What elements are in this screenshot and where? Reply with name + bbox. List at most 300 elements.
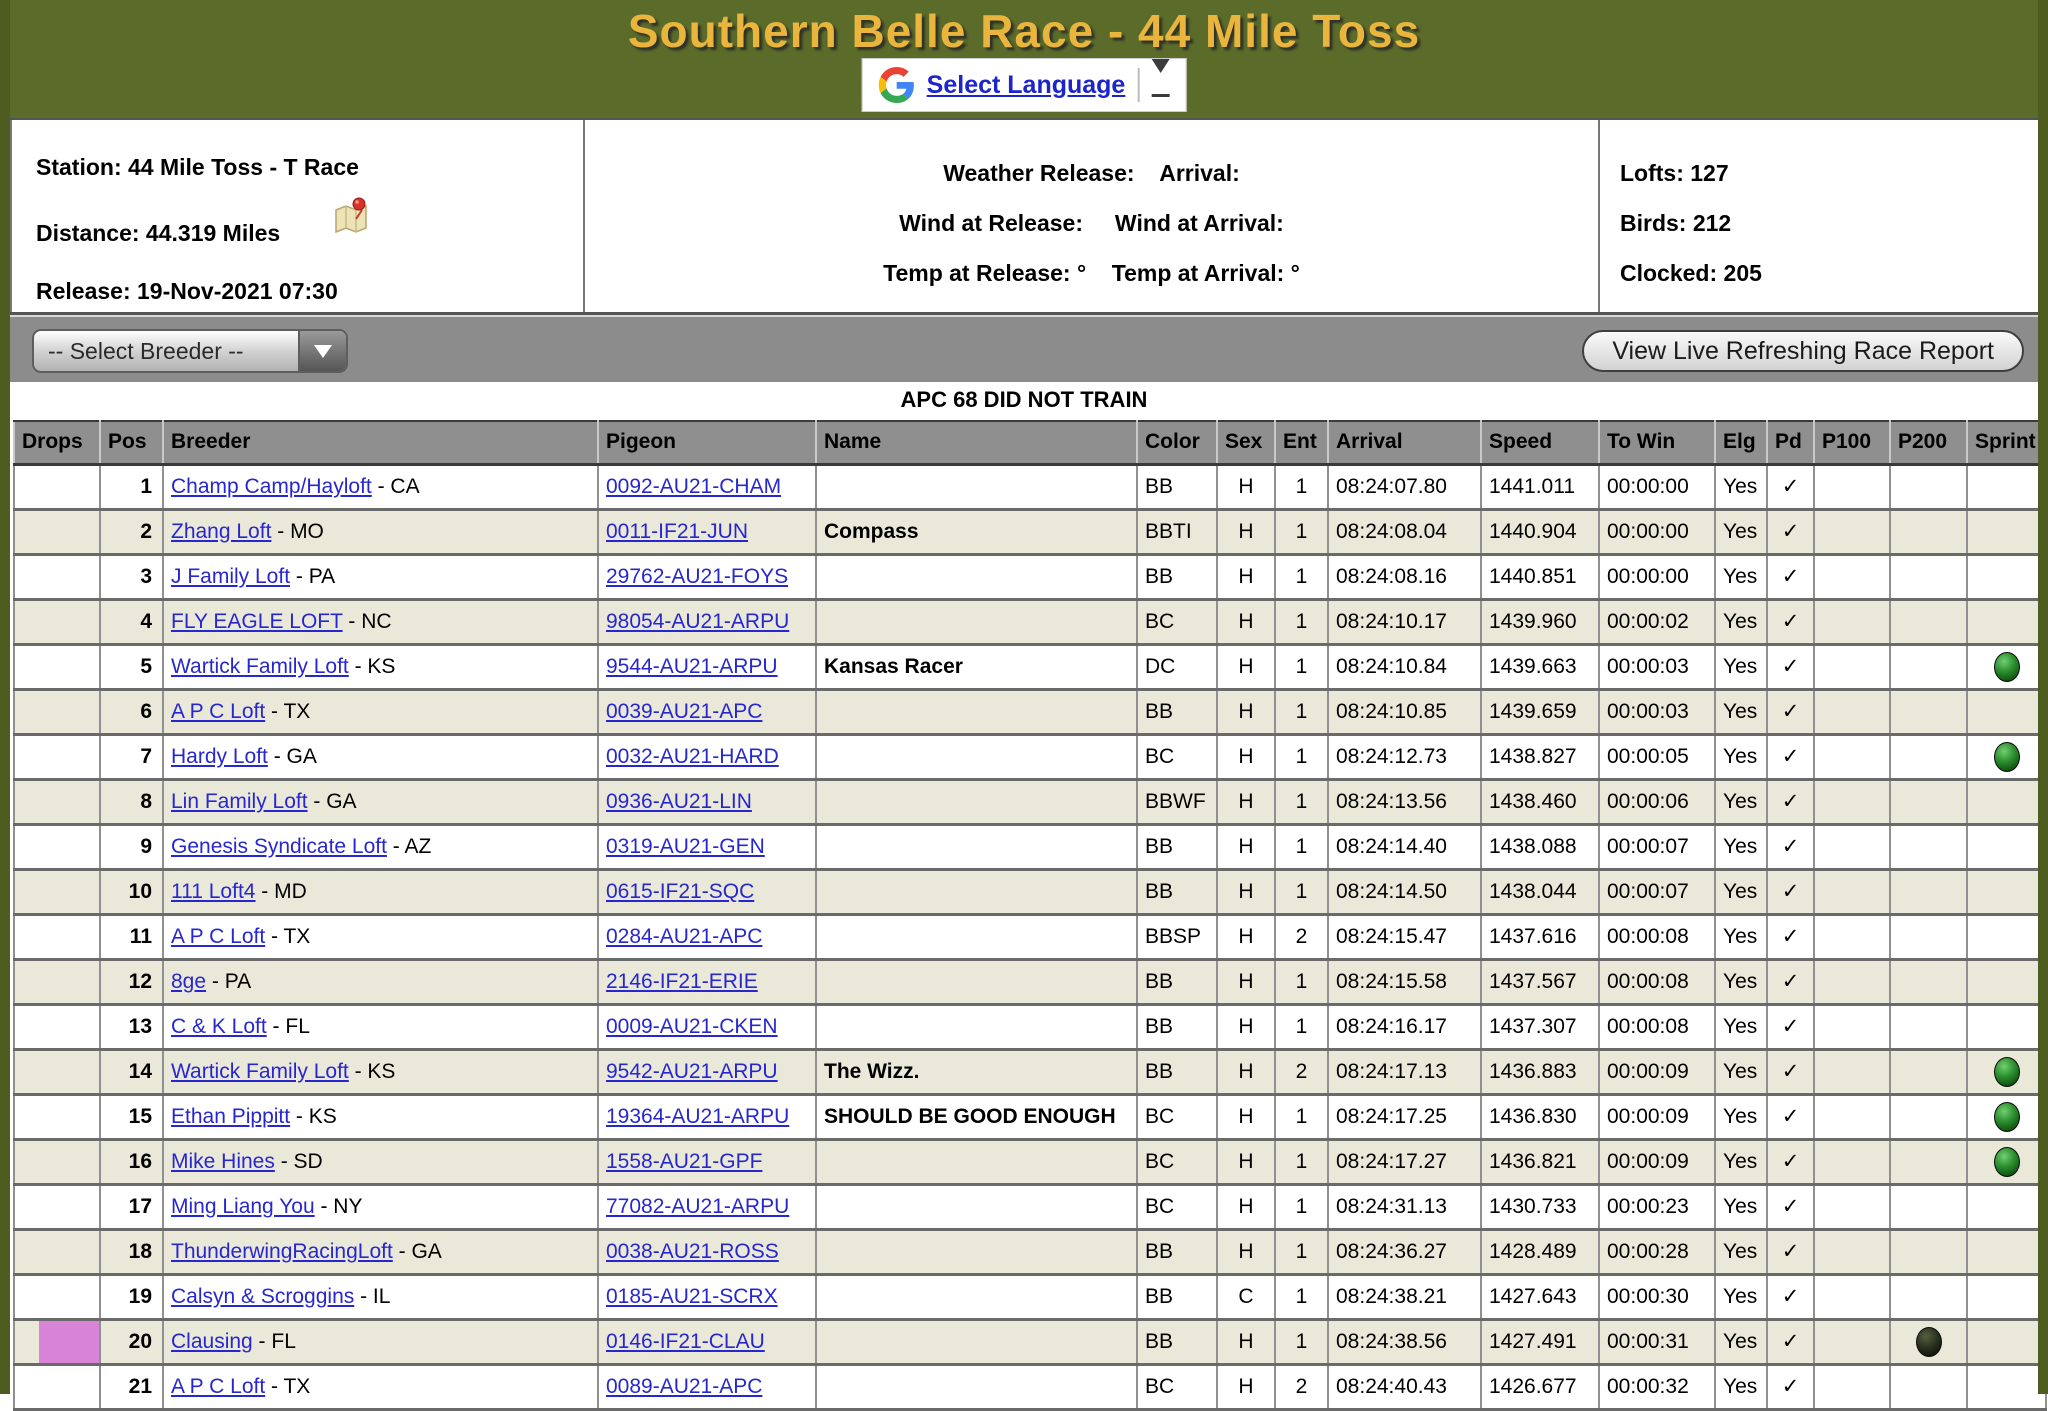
cell-ent: 1 xyxy=(1275,869,1328,914)
breeder-link[interactable]: Wartick Family Loft xyxy=(171,1059,349,1083)
cell-elg: Yes xyxy=(1715,599,1767,644)
cell-pd: ✓ xyxy=(1767,1184,1814,1229)
pigeon-link[interactable]: 77082-AU21-ARPU xyxy=(606,1194,790,1218)
breeder-link[interactable]: FLY EAGLE LOFT xyxy=(171,609,343,633)
breeder-link[interactable]: Lin Family Loft xyxy=(171,789,308,813)
cell-breeder: C & K Loft - FL xyxy=(163,1004,598,1049)
live-report-button[interactable]: View Live Refreshing Race Report xyxy=(1582,330,2024,372)
cell-pos: 10 xyxy=(100,869,163,914)
cell-breeder: Zhang Loft - MO xyxy=(163,509,598,554)
cell-arrival: 08:24:15.58 xyxy=(1328,959,1481,1004)
cell-pd: ✓ xyxy=(1767,689,1814,734)
pigeon-link[interactable]: 0319-AU21-GEN xyxy=(606,834,765,858)
cell-arrival: 08:24:14.40 xyxy=(1328,824,1481,869)
cell-pigeon xyxy=(598,1274,816,1319)
birds-count: Birds: 212 xyxy=(1620,210,1732,236)
cell-color: BB xyxy=(1137,959,1217,1004)
wind-line: Wind at Release: Wind at Arrival: xyxy=(899,210,1284,236)
cell-p200 xyxy=(1890,734,1967,779)
cell-p100 xyxy=(1814,599,1890,644)
col-header-arrival: Arrival xyxy=(1328,421,1481,464)
cell-p100 xyxy=(1814,554,1890,599)
cell-to_win: 00:00:05 xyxy=(1599,734,1715,779)
cell-p200 xyxy=(1890,644,1967,689)
table-row xyxy=(14,1274,2046,1319)
pigeon-link[interactable]: 0039-AU21-APC xyxy=(606,699,763,723)
cell-p200 xyxy=(1890,599,1967,644)
cell-drops xyxy=(14,1364,100,1409)
cell-sex: H xyxy=(1217,1364,1275,1409)
cell-speed: 1439.659 xyxy=(1481,689,1599,734)
pigeon-link[interactable]: 0284-AU21-APC xyxy=(606,924,763,948)
cell-ent: 1 xyxy=(1275,689,1328,734)
breeder-link[interactable]: Genesis Syndicate Loft xyxy=(171,834,387,858)
cell-name xyxy=(816,959,1137,1004)
cell-pigeon xyxy=(598,869,816,914)
cell-pd: ✓ xyxy=(1767,959,1814,1004)
cell-p100 xyxy=(1814,644,1890,689)
page-title: Southern Belle Race - 44 Mile Toss xyxy=(627,5,1421,57)
cell-pigeon xyxy=(598,644,816,689)
cell-elg: Yes xyxy=(1715,914,1767,959)
cell-pigeon xyxy=(598,1229,816,1274)
cell-to_win: 00:00:28 xyxy=(1599,1229,1715,1274)
weather-release-line: Weather Release: Arrival: xyxy=(943,160,1240,186)
cell-pigeon xyxy=(598,914,816,959)
p200-dot xyxy=(1916,1327,1942,1357)
cell-sprint xyxy=(1967,1049,2046,1094)
header-row xyxy=(14,421,2046,464)
cell-sex: H xyxy=(1217,644,1275,689)
cell-breeder: Hardy Loft - GA xyxy=(163,734,598,779)
cell-pos: 12 xyxy=(100,959,163,1004)
cell-name xyxy=(816,1274,1137,1319)
cell-breeder: Ming Liang You - NY xyxy=(163,1184,598,1229)
cell-ent: 1 xyxy=(1275,1184,1328,1229)
cell-drops xyxy=(14,1004,100,1049)
cell-color: BB xyxy=(1137,1319,1217,1364)
cell-color: BB xyxy=(1137,1004,1217,1049)
language-selector[interactable] xyxy=(862,58,1187,112)
cell-sprint xyxy=(1967,779,2046,824)
cell-arrival: 08:24:40.43 xyxy=(1328,1364,1481,1409)
cell-pos: 13 xyxy=(100,1004,163,1049)
cell-arrival: 08:24:08.16 xyxy=(1328,554,1481,599)
page-border-left xyxy=(0,0,10,1394)
cell-sex: H xyxy=(1217,1184,1275,1229)
did-not-train-notice: APC 68 DID NOT TRAIN xyxy=(10,382,2038,420)
table-row xyxy=(14,1094,2046,1139)
breeder-link[interactable]: J Family Loft xyxy=(171,564,291,588)
cell-speed: 1427.643 xyxy=(1481,1274,1599,1319)
page-banner xyxy=(0,0,2048,118)
table-row xyxy=(14,599,2046,644)
cell-p100 xyxy=(1814,1049,1890,1094)
select-dropdown-icon[interactable] xyxy=(298,331,346,371)
cell-pd: ✓ xyxy=(1767,554,1814,599)
breeder-link[interactable]: Mike Hines xyxy=(171,1149,275,1173)
col-header-color: Color xyxy=(1137,421,1217,464)
cell-sprint xyxy=(1967,1139,2046,1184)
pigeon-link[interactable]: 0009-AU21-CKEN xyxy=(606,1014,778,1038)
cell-color: BB xyxy=(1137,464,1217,509)
cell-speed: 1439.663 xyxy=(1481,644,1599,689)
cell-arrival: 08:24:17.27 xyxy=(1328,1139,1481,1184)
breeder-link[interactable]: Ethan Pippitt xyxy=(171,1104,291,1128)
cell-color: BBWF xyxy=(1137,779,1217,824)
cell-p100 xyxy=(1814,824,1890,869)
col-header-sprint: Sprint xyxy=(1967,421,2046,464)
map-icon[interactable] xyxy=(332,196,370,236)
cell-to_win: 00:00:06 xyxy=(1599,779,1715,824)
cell-sex: H xyxy=(1217,1049,1275,1094)
breeder-link[interactable]: Ming Liang You xyxy=(171,1194,315,1218)
sprint-dot xyxy=(1994,742,2020,772)
cell-ent: 1 xyxy=(1275,824,1328,869)
col-header-breeder: Breeder xyxy=(163,421,598,464)
pigeon-link[interactable]: 98054-AU21-ARPU xyxy=(606,609,790,633)
cell-color: BC xyxy=(1137,1184,1217,1229)
cell-elg: Yes xyxy=(1715,1319,1767,1364)
cell-drops xyxy=(14,1094,100,1139)
cell-speed: 1436.883 xyxy=(1481,1049,1599,1094)
cell-sprint xyxy=(1967,1274,2046,1319)
cell-speed: 1438.460 xyxy=(1481,779,1599,824)
cell-breeder: A P C Loft - TX xyxy=(163,914,598,959)
weather-panel xyxy=(585,120,1600,312)
cell-pd: ✓ xyxy=(1767,1094,1814,1139)
cell-ent: 1 xyxy=(1275,554,1328,599)
results-table xyxy=(13,420,2047,1411)
cell-pos: 19 xyxy=(100,1274,163,1319)
language-separator xyxy=(1137,68,1139,102)
table-row xyxy=(14,464,2046,509)
cell-p100 xyxy=(1814,779,1890,824)
col-header-pigeon: Pigeon xyxy=(598,421,816,464)
cell-breeder: Ethan Pippitt - KS xyxy=(163,1094,598,1139)
cell-p200 xyxy=(1890,1004,1967,1049)
cell-p100 xyxy=(1814,1184,1890,1229)
pigeon-link[interactable]: 0011-IF21-JUN xyxy=(606,519,748,543)
cell-p100 xyxy=(1814,1094,1890,1139)
cell-drops xyxy=(14,869,100,914)
cell-pd: ✓ xyxy=(1767,1049,1814,1094)
cell-speed: 1438.044 xyxy=(1481,869,1599,914)
breeder-link[interactable]: Hardy Loft xyxy=(171,744,268,768)
cell-name xyxy=(816,599,1137,644)
cell-pd: ✓ xyxy=(1767,509,1814,554)
clocked-count: Clocked: 205 xyxy=(1620,260,1762,286)
table-row xyxy=(14,1319,2046,1364)
cell-pos: 11 xyxy=(100,914,163,959)
cell-drops xyxy=(14,689,100,734)
cell-sex: H xyxy=(1217,824,1275,869)
pigeon-link[interactable]: 19364-AU21-ARPU xyxy=(606,1104,790,1128)
cell-drops xyxy=(14,1184,100,1229)
cell-to_win: 00:00:00 xyxy=(1599,509,1715,554)
table-row xyxy=(14,914,2046,959)
pigeon-link[interactable]: 2146-IF21-ERIE xyxy=(606,969,758,993)
cell-pd: ✓ xyxy=(1767,464,1814,509)
breeder-link[interactable]: A P C Loft xyxy=(171,699,266,723)
cell-p100 xyxy=(1814,1274,1890,1319)
pigeon-link[interactable]: 29762-AU21-FOYS xyxy=(606,564,789,588)
cell-to_win: 00:00:07 xyxy=(1599,869,1715,914)
cell-speed: 1436.821 xyxy=(1481,1139,1599,1184)
cell-pigeon xyxy=(598,464,816,509)
cell-elg: Yes xyxy=(1715,734,1767,779)
cell-p200 xyxy=(1890,464,1967,509)
cell-pd: ✓ xyxy=(1767,1004,1814,1049)
cell-p100 xyxy=(1814,914,1890,959)
breeder-link[interactable]: Wartick Family Loft xyxy=(171,654,349,678)
cell-p100 xyxy=(1814,734,1890,779)
cell-p200 xyxy=(1890,959,1967,1004)
pigeon-link[interactable]: 0146-IF21-CLAU xyxy=(606,1329,765,1353)
breeder-link[interactable]: Clausing xyxy=(171,1329,253,1353)
cell-pigeon xyxy=(598,1184,816,1229)
breeder-link[interactable]: A P C Loft xyxy=(171,1374,266,1398)
breeder-select[interactable] xyxy=(32,329,348,373)
cell-speed: 1437.307 xyxy=(1481,1004,1599,1049)
breeder-link[interactable]: A P C Loft xyxy=(171,924,266,948)
cell-drops xyxy=(14,1049,100,1094)
table-row xyxy=(14,1184,2046,1229)
cell-p100 xyxy=(1814,959,1890,1004)
google-g-icon xyxy=(879,67,915,103)
cell-pos: 17 xyxy=(100,1184,163,1229)
cell-breeder: Calsyn & Scroggins - IL xyxy=(163,1274,598,1319)
cell-sex: H xyxy=(1217,1094,1275,1139)
cell-arrival: 08:24:12.73 xyxy=(1328,734,1481,779)
pigeon-link[interactable]: 0038-AU21-ROSS xyxy=(606,1239,779,1263)
sprint-dot xyxy=(1994,1102,2020,1132)
cell-breeder: A P C Loft - TX xyxy=(163,1364,598,1409)
cell-speed: 1426.677 xyxy=(1481,1364,1599,1409)
cell-ent: 1 xyxy=(1275,734,1328,779)
col-header-ent: Ent xyxy=(1275,421,1328,464)
cell-p100 xyxy=(1814,1319,1890,1364)
cell-name: The Wizz. xyxy=(816,1049,1137,1094)
cell-pos: 18 xyxy=(100,1229,163,1274)
pigeon-link[interactable]: 0032-AU21-HARD xyxy=(606,744,779,768)
cell-pd: ✓ xyxy=(1767,1364,1814,1409)
cell-pos: 1 xyxy=(100,464,163,509)
cell-elg: Yes xyxy=(1715,1364,1767,1409)
cell-sprint xyxy=(1967,509,2046,554)
station-line: Station: 44 Mile Toss - T Race xyxy=(36,154,359,180)
cell-name: Kansas Racer xyxy=(816,644,1137,689)
temp-line: Temp at Release: ° Temp at Arrival: ° xyxy=(883,260,1300,286)
chevron-down-icon xyxy=(1151,73,1169,97)
cell-sex: C xyxy=(1217,1274,1275,1319)
cell-color: BB xyxy=(1137,824,1217,869)
cell-p200 xyxy=(1890,509,1967,554)
table-row xyxy=(14,869,2046,914)
cell-drops xyxy=(14,734,100,779)
cell-elg: Yes xyxy=(1715,869,1767,914)
cell-sprint xyxy=(1967,869,2046,914)
cell-elg: Yes xyxy=(1715,689,1767,734)
cell-p200 xyxy=(1890,1319,1967,1364)
cell-breeder: ThunderwingRacingLoft - GA xyxy=(163,1229,598,1274)
table-row xyxy=(14,689,2046,734)
table-row xyxy=(14,1364,2046,1409)
cell-drops xyxy=(14,464,100,509)
cell-pigeon xyxy=(598,1094,816,1139)
cell-elg: Yes xyxy=(1715,509,1767,554)
cell-to_win: 00:00:02 xyxy=(1599,599,1715,644)
cell-p100 xyxy=(1814,1229,1890,1274)
cell-breeder: Mike Hines - SD xyxy=(163,1139,598,1184)
cell-sex: H xyxy=(1217,509,1275,554)
cell-drops xyxy=(14,1229,100,1274)
col-header-name: Name xyxy=(816,421,1137,464)
cell-to_win: 00:00:09 xyxy=(1599,1094,1715,1139)
cell-sex: H xyxy=(1217,869,1275,914)
cell-pos: 16 xyxy=(100,1139,163,1184)
cell-drops xyxy=(14,1139,100,1184)
cell-pigeon xyxy=(598,509,816,554)
breeder-link[interactable]: C & K Loft xyxy=(171,1014,267,1038)
cell-color: BC xyxy=(1137,599,1217,644)
cell-speed: 1437.567 xyxy=(1481,959,1599,1004)
cell-pigeon xyxy=(598,1139,816,1184)
col-header-p200: P200 xyxy=(1890,421,1967,464)
cell-pigeon xyxy=(598,1319,816,1364)
cell-drops xyxy=(14,1274,100,1319)
cell-to_win: 00:00:08 xyxy=(1599,914,1715,959)
cell-speed: 1441.011 xyxy=(1481,464,1599,509)
cell-pd: ✓ xyxy=(1767,599,1814,644)
cell-pigeon xyxy=(598,1004,816,1049)
cell-sex: H xyxy=(1217,1139,1275,1184)
col-header-elg: Elg xyxy=(1715,421,1767,464)
cell-speed: 1440.851 xyxy=(1481,554,1599,599)
cell-p200 xyxy=(1890,1139,1967,1184)
cell-pd: ✓ xyxy=(1767,1139,1814,1184)
cell-sprint xyxy=(1967,644,2046,689)
cell-breeder: Champ Camp/Hayloft - CA xyxy=(163,464,598,509)
cell-drops xyxy=(14,599,100,644)
cell-p200 xyxy=(1890,914,1967,959)
cell-sex: H xyxy=(1217,959,1275,1004)
cell-ent: 2 xyxy=(1275,914,1328,959)
cell-elg: Yes xyxy=(1715,644,1767,689)
cell-pigeon xyxy=(598,554,816,599)
cell-speed: 1430.733 xyxy=(1481,1184,1599,1229)
cell-ent: 1 xyxy=(1275,1229,1328,1274)
cell-arrival: 08:24:10.85 xyxy=(1328,689,1481,734)
pigeon-link[interactable]: 0089-AU21-APC xyxy=(606,1374,763,1398)
cell-p100 xyxy=(1814,869,1890,914)
pigeon-link[interactable]: 0185-AU21-SCRX xyxy=(606,1284,778,1308)
pigeon-link[interactable]: 9544-AU21-ARPU xyxy=(606,654,778,678)
cell-breeder: Wartick Family Loft - KS xyxy=(163,1049,598,1094)
cell-p200 xyxy=(1890,1049,1967,1094)
cell-pigeon xyxy=(598,1364,816,1409)
cell-breeder: 111 Loft4 - MD xyxy=(163,869,598,914)
pigeon-link[interactable]: 0615-IF21-SQC xyxy=(606,879,755,903)
breeder-link[interactable]: 8ge xyxy=(171,969,207,993)
pigeon-link[interactable]: 0092-AU21-CHAM xyxy=(606,474,782,498)
cell-drops xyxy=(14,824,100,869)
breeder-link[interactable]: ThunderwingRacingLoft xyxy=(171,1239,393,1263)
cell-color: BB xyxy=(1137,554,1217,599)
cell-p200 xyxy=(1890,1094,1967,1139)
cell-color: BB xyxy=(1137,689,1217,734)
cell-name xyxy=(816,734,1137,779)
col-header-p100: P100 xyxy=(1814,421,1890,464)
cell-drops xyxy=(14,1319,100,1364)
cell-sex: H xyxy=(1217,1229,1275,1274)
cell-pigeon xyxy=(598,959,816,1004)
cell-drops xyxy=(14,554,100,599)
pigeon-link[interactable]: 1558-AU21-GPF xyxy=(606,1149,763,1173)
cell-ent: 1 xyxy=(1275,1004,1328,1049)
cell-color: DC xyxy=(1137,644,1217,689)
pigeon-link[interactable]: 0936-AU21-LIN xyxy=(606,789,752,813)
cell-name xyxy=(816,824,1137,869)
cell-sprint xyxy=(1967,959,2046,1004)
table-row xyxy=(14,554,2046,599)
cell-color: BBTI xyxy=(1137,509,1217,554)
breeder-link[interactable]: Calsyn & Scroggins xyxy=(171,1284,355,1308)
breeder-link[interactable]: Champ Camp/Hayloft xyxy=(171,474,372,498)
cell-arrival: 08:24:36.27 xyxy=(1328,1229,1481,1274)
cell-p100 xyxy=(1814,464,1890,509)
cell-pd: ✓ xyxy=(1767,914,1814,959)
cell-p100 xyxy=(1814,1139,1890,1184)
cell-p100 xyxy=(1814,689,1890,734)
cell-pos: 2 xyxy=(100,509,163,554)
cell-ent: 2 xyxy=(1275,1364,1328,1409)
cell-arrival: 08:24:10.17 xyxy=(1328,599,1481,644)
breeder-link[interactable]: Zhang Loft xyxy=(171,519,272,543)
cell-elg: Yes xyxy=(1715,1004,1767,1049)
cell-sex: H xyxy=(1217,914,1275,959)
cell-to_win: 00:00:00 xyxy=(1599,464,1715,509)
cell-to_win: 00:00:08 xyxy=(1599,959,1715,1004)
breeder-link[interactable]: 111 Loft4 xyxy=(171,879,256,903)
col-header-pos: Pos xyxy=(100,421,163,464)
cell-sprint xyxy=(1967,554,2046,599)
pigeon-link[interactable]: 9542-AU21-ARPU xyxy=(606,1059,778,1083)
cell-breeder: Lin Family Loft - GA xyxy=(163,779,598,824)
cell-speed: 1438.088 xyxy=(1481,824,1599,869)
col-header-sex: Sex xyxy=(1217,421,1275,464)
cell-to_win: 00:00:09 xyxy=(1599,1049,1715,1094)
cell-sprint xyxy=(1967,1364,2046,1409)
cell-sprint xyxy=(1967,734,2046,779)
cell-pd: ✓ xyxy=(1767,824,1814,869)
cell-name xyxy=(816,1364,1137,1409)
cell-breeder: Genesis Syndicate Loft - AZ xyxy=(163,824,598,869)
cell-color: BB xyxy=(1137,1229,1217,1274)
cell-to_win: 00:00:32 xyxy=(1599,1364,1715,1409)
sprint-dot xyxy=(1994,1147,2020,1177)
table-row xyxy=(14,1004,2046,1049)
cell-pos: 3 xyxy=(100,554,163,599)
cell-ent: 1 xyxy=(1275,779,1328,824)
col-header-speed: Speed xyxy=(1481,421,1599,464)
col-header-pd: Pd xyxy=(1767,421,1814,464)
cell-sex: H xyxy=(1217,599,1275,644)
cell-pos: 4 xyxy=(100,599,163,644)
cell-to_win: 00:00:08 xyxy=(1599,1004,1715,1049)
cell-name: SHOULD BE GOOD ENOUGH xyxy=(816,1094,1137,1139)
page-border-right xyxy=(2038,0,2048,1394)
